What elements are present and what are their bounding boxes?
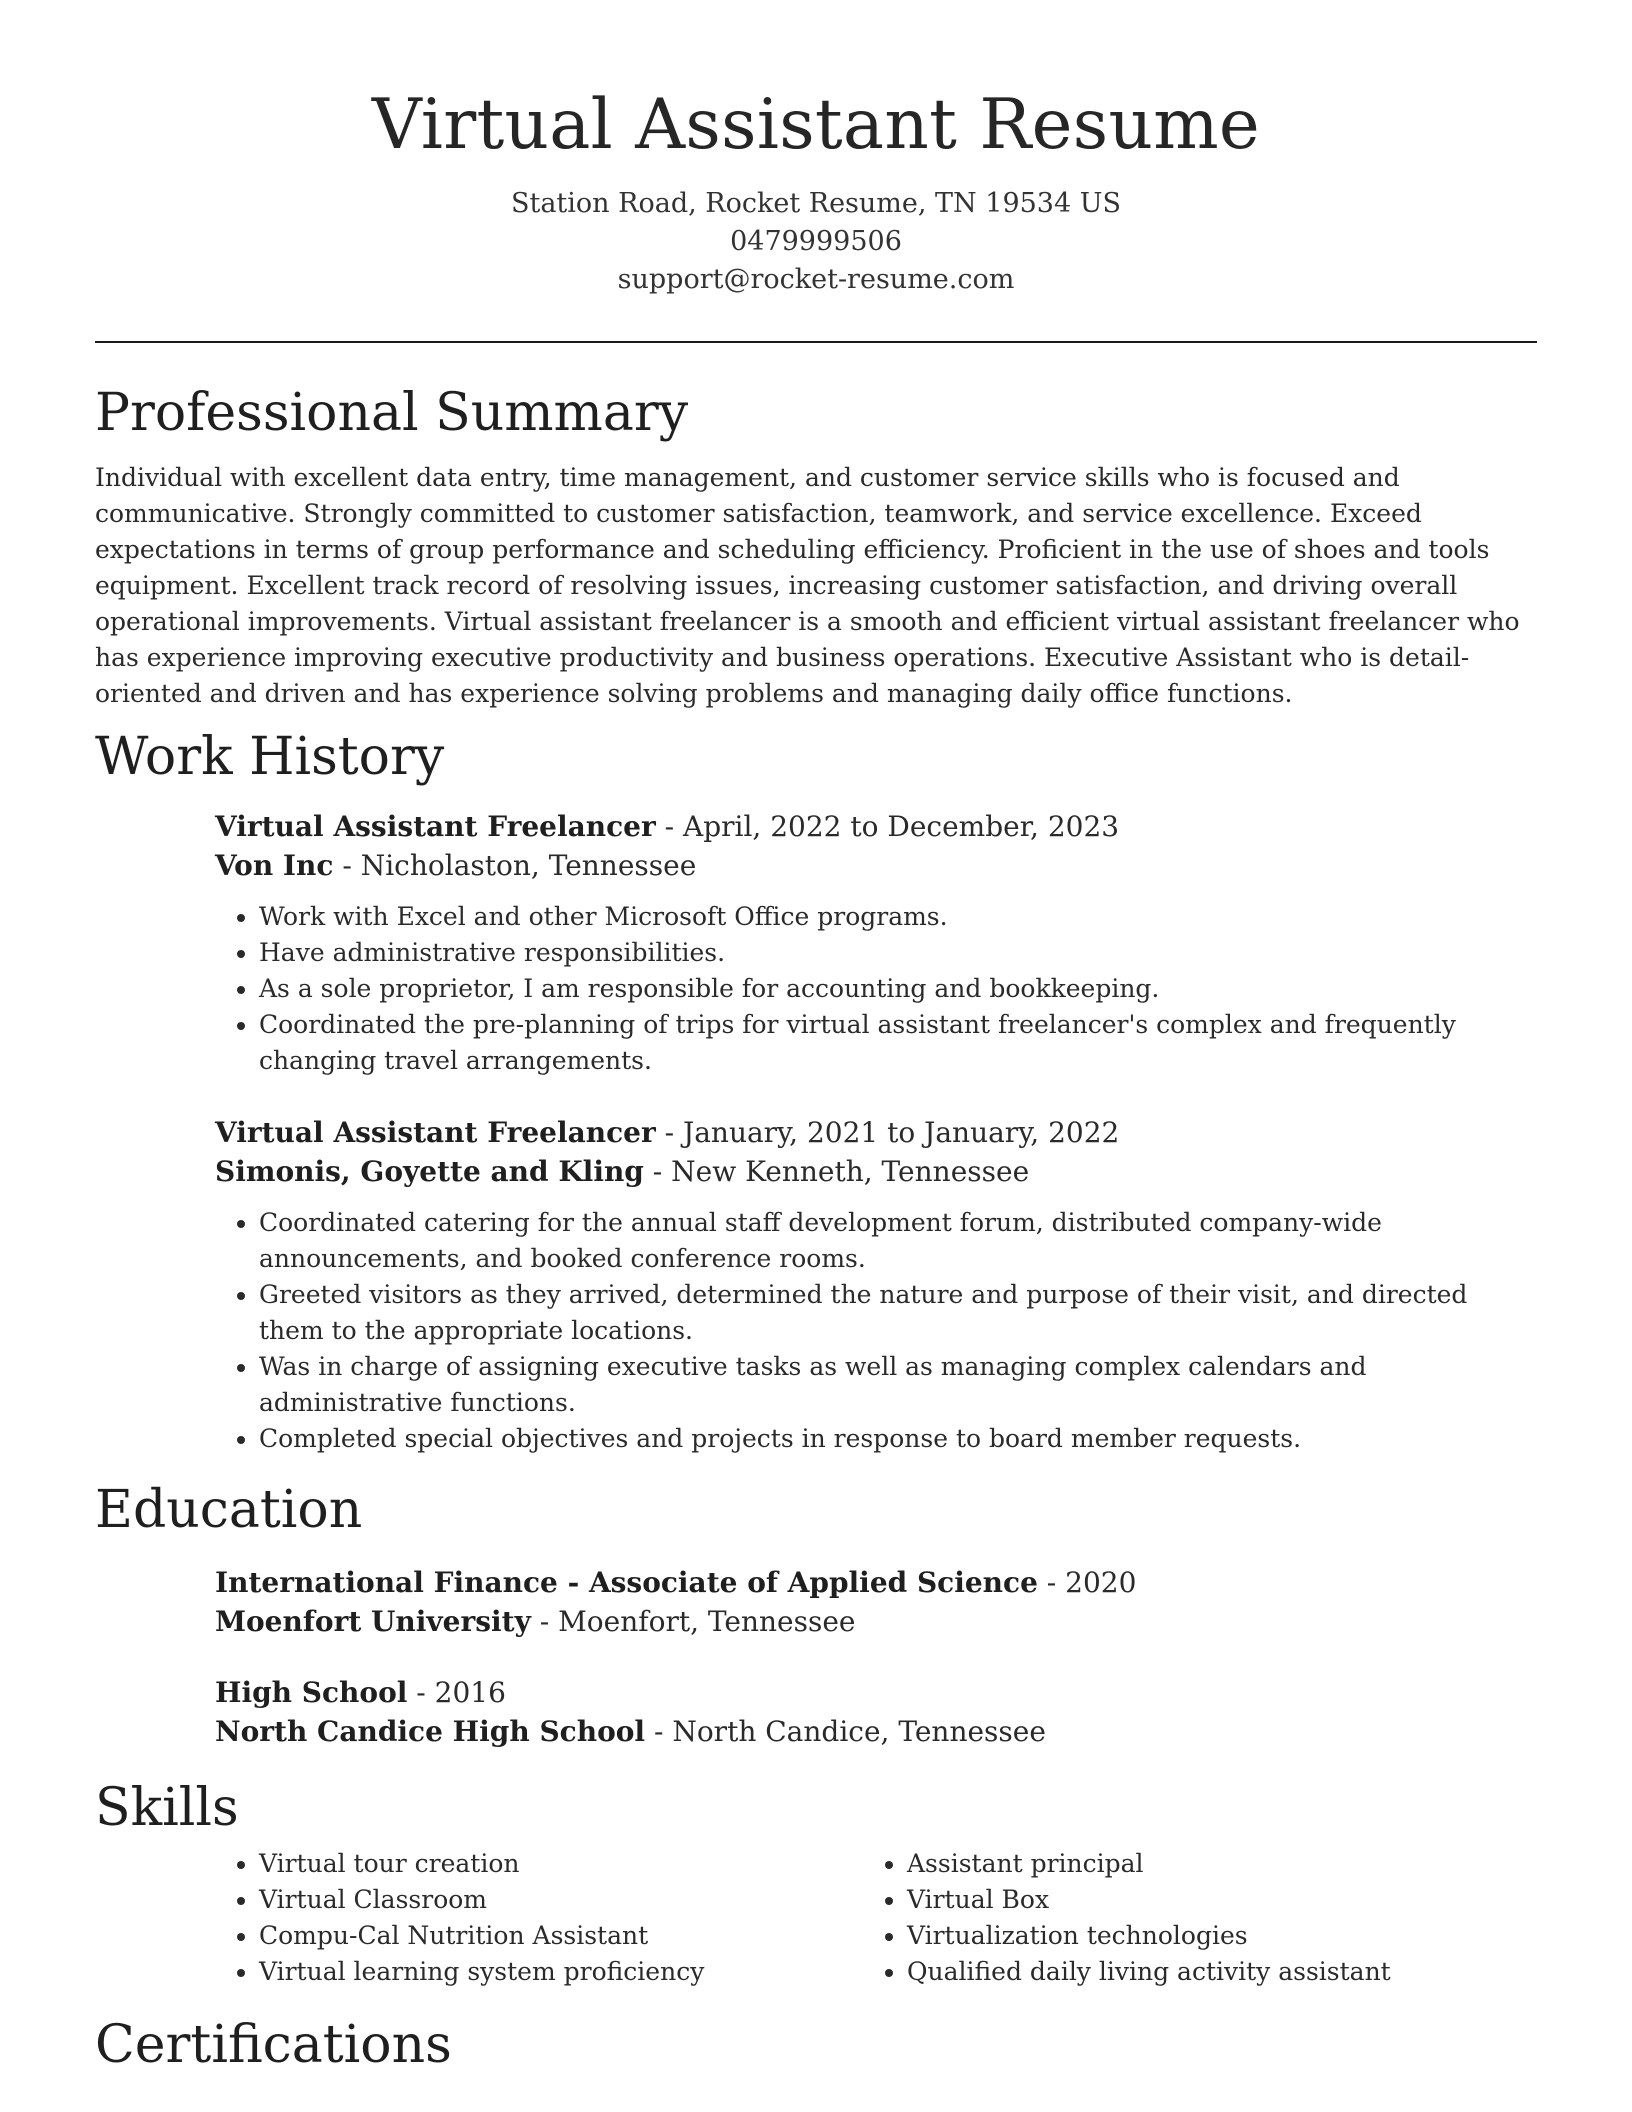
job-bullet: • Completed special objectives and projects in response to board member requests.	[259, 1421, 1537, 1457]
summary-heading: Professional Summary	[95, 383, 689, 443]
education-degree: High School	[215, 1676, 408, 1710]
education-location: - Moenfort, Tennessee	[530, 1605, 856, 1639]
skills-heading: Skills	[95, 1778, 239, 1839]
contact-block	[0, 185, 1632, 299]
skills-grid	[215, 1846, 1537, 1990]
summary-text: Individual with excellent data entry, time management, and customer service skills who is focused and communicative. Strongly committed to customer satisfaction, teamwork, and service excellence. Exceed expectations in terms of group performance and scheduling efficiency. Proficient in the use of shoes and tools equipment. Excellent track record of resolving issues, increasing customer satisfaction, and driving overall operational improvements. Virtual assistant freelancer is a smooth and efficient virtual assistant freelancer who has experience improving executive productivity and business operations. Executive Assistant who is detail-oriented and driven and has experience solving problems and managing daily office functions.	[95, 463, 1520, 709]
job-role: Virtual Assistant Freelancer	[215, 1115, 656, 1149]
education-degree: International Finance - Associate of Applied Science	[215, 1566, 1038, 1600]
contact-email: support@rocket-resume.com	[617, 264, 1015, 296]
education-section	[95, 1479, 1537, 1751]
certifications-section	[95, 2014, 1537, 2076]
education-year: - 2016	[407, 1676, 506, 1710]
job-bullet: • Coordinated the pre-planning of trips for virtual assistant freelancer's complex and frequently changing travel arrangements.	[259, 1007, 1537, 1079]
job-role: Virtual Assistant Freelancer	[215, 809, 656, 843]
job-bullet: • Have administrative responsibilities.	[259, 935, 1537, 971]
skills-column-left	[215, 1846, 863, 1990]
skill-item: • Compu-Cal Nutrition Assistant	[259, 1918, 863, 1954]
skills-section	[95, 1777, 1537, 1989]
education-school: North Candice High School	[215, 1715, 646, 1749]
job-location: - Nicholaston, Tennessee	[333, 848, 697, 882]
job-bullet: • As a sole proprietor, I am responsible for accounting and bookkeeping.	[259, 971, 1537, 1007]
job-dates: - April, 2022 to December, 2023	[655, 809, 1120, 843]
skill-item: • Virtualization technologies	[907, 1918, 1511, 1954]
header-divider	[95, 341, 1537, 343]
education-degree-line	[215, 1673, 1537, 1712]
job-bullet: • Was in charge of assigning executive tasks as well as managing complex calendars and administrative functions.	[259, 1349, 1537, 1421]
resume-body	[95, 382, 1537, 2076]
skill-item: • Virtual Box	[907, 1882, 1511, 1918]
certifications-heading: Certifications	[95, 2014, 452, 2075]
job-bullet: • Work with Excel and other Microsoft Office programs.	[259, 899, 1537, 935]
resume-title: Virtual Assistant Resume	[371, 85, 1261, 165]
skills-list	[215, 1846, 863, 1990]
job-title-line	[215, 807, 1537, 846]
education-entry	[215, 1673, 1537, 1751]
work-history-section	[95, 726, 1537, 1456]
job-entry	[215, 807, 1537, 1079]
education-school-line	[215, 1602, 1537, 1641]
job-bullets	[215, 899, 1537, 1079]
skill-item: • Assistant principal	[907, 1846, 1511, 1882]
education-school-line	[215, 1712, 1537, 1751]
job-company-line	[215, 846, 1537, 885]
contact-address: Station Road, Rocket Resume, TN 19534 US	[510, 188, 1121, 220]
education-entry	[215, 1563, 1537, 1641]
contact-phone: 0479999506	[730, 226, 902, 258]
education-school: Moenfort University	[215, 1605, 531, 1639]
skills-column-right	[863, 1846, 1511, 1990]
skill-item: • Virtual learning system proficiency	[259, 1954, 863, 1990]
education-location: - North Candice, Tennessee	[645, 1715, 1046, 1749]
job-dates: - January, 2021 to January, 2022	[655, 1115, 1120, 1149]
education-heading: Education	[95, 1479, 363, 1540]
job-bullets	[215, 1205, 1537, 1457]
job-company: Von Inc	[215, 848, 334, 882]
job-bullet: • Greeted visitors as they arrived, determined the nature and purpose of their visit, and directed them to the appropriate locations.	[259, 1277, 1537, 1349]
resume-header	[0, 0, 1632, 299]
education-year: - 2020	[1037, 1566, 1137, 1600]
education-degree-line	[215, 1563, 1537, 1602]
job-location: - New Kenneth, Tennessee	[643, 1154, 1030, 1188]
skill-item: • Virtual Classroom	[259, 1882, 863, 1918]
job-company-line	[215, 1152, 1537, 1191]
skill-item: • Qualified daily living activity assistant	[907, 1954, 1511, 1990]
skill-item: • Virtual tour creation	[259, 1846, 863, 1882]
summary-section	[95, 382, 1537, 712]
work-history-heading: Work History	[95, 727, 445, 788]
skills-list	[863, 1846, 1511, 1990]
job-title-line	[215, 1113, 1537, 1152]
job-company: Simonis, Goyette and Kling	[215, 1154, 644, 1188]
job-entry	[215, 1113, 1537, 1457]
job-bullet: • Coordinated catering for the annual staff development forum, distributed company-wide announcements, and booked conference rooms.	[259, 1205, 1537, 1277]
